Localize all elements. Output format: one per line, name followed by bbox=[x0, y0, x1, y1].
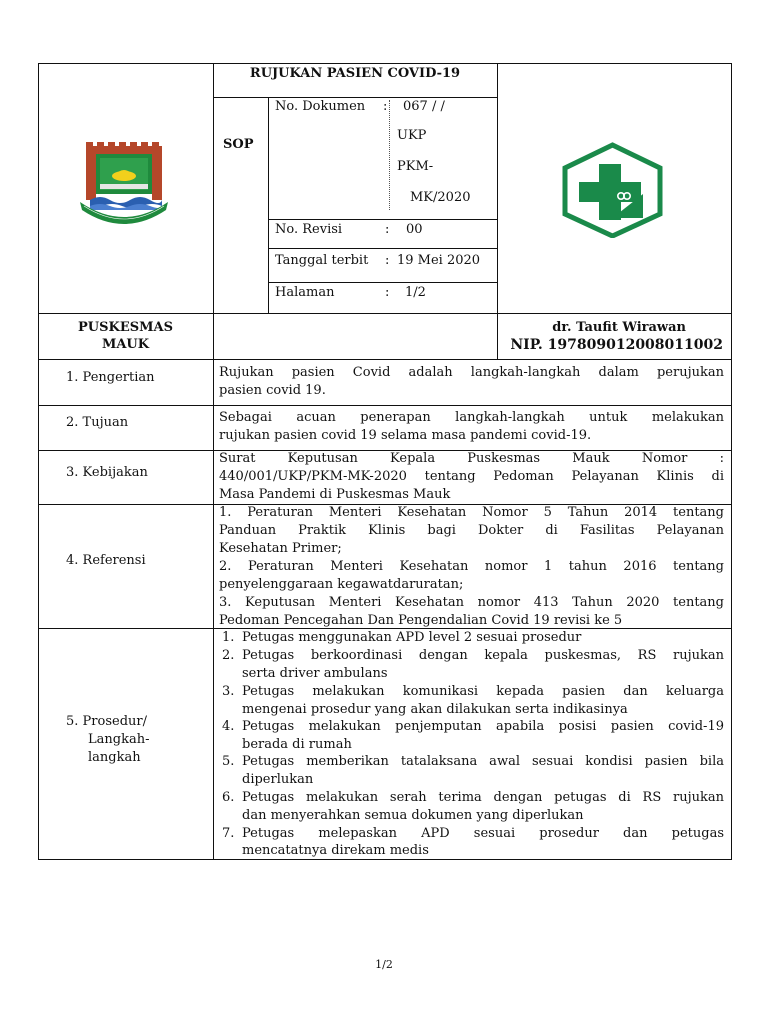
list-item: Petugas berkoordinasi dengan kepala puskesmas, RS rujukan bbox=[242, 648, 724, 663]
page-number: 1/2 bbox=[375, 958, 393, 971]
list-item-number: 4. bbox=[222, 719, 235, 734]
section-text-line: Pedoman Pencegahan Dan Pengendalian Covid 19 revisi ke 5 bbox=[219, 613, 623, 628]
list-item: Petugas memberikan tatalaksana awal sesuai kondisi pasien bila bbox=[242, 754, 724, 769]
list-item-number: 5. bbox=[222, 754, 235, 769]
doc-number-value-line: UKP bbox=[397, 128, 427, 143]
list-item-number: 2. bbox=[222, 648, 235, 663]
list-item: serta driver ambulans bbox=[242, 666, 388, 681]
section-label-referensi: 4. Referensi bbox=[66, 553, 146, 568]
sop-label: SOP bbox=[223, 137, 254, 152]
header-right-divider bbox=[497, 63, 498, 359]
section-label-prosedur: langkah bbox=[88, 750, 141, 765]
column-divider bbox=[213, 63, 214, 860]
list-item: Petugas melakukan komunikasi kepada pasien dan keluarga bbox=[242, 684, 724, 699]
section-line bbox=[38, 405, 732, 406]
list-item: Petugas melakukan serah terima dengan petugas di RS rujukan bbox=[242, 790, 724, 805]
regency-emblem-icon bbox=[76, 140, 172, 226]
doc-number-value-line: 067 / / bbox=[403, 99, 445, 114]
revision-label: No. Revisi bbox=[275, 222, 343, 237]
issue-date-value: 19 Mei 2020 bbox=[397, 253, 481, 268]
revision-value: 00 bbox=[406, 222, 423, 237]
list-item: Petugas melakukan penjemputan apabila posisi pasien covid-19 bbox=[242, 719, 724, 734]
section-label-tujuan: 2. Tujuan bbox=[66, 415, 129, 430]
table-border-left bbox=[38, 63, 39, 860]
list-item-number: 3. bbox=[222, 684, 235, 699]
list-item-number: 7. bbox=[222, 826, 235, 841]
list-item-number: 1. bbox=[222, 630, 235, 645]
list-item: Petugas menggunakan APD level 2 sesuai prosedur bbox=[242, 630, 582, 645]
table-border-top bbox=[38, 63, 732, 64]
doc-number-separator bbox=[389, 100, 390, 210]
header-bottom-line bbox=[38, 313, 732, 314]
section-text-line: Panduan Praktik Klinis bagi Dokter di Fasilitas Pelayanan bbox=[219, 523, 724, 538]
doc-number-label: No. Dokumen bbox=[275, 99, 366, 114]
doc-number-value-line: MK/2020 bbox=[410, 190, 471, 205]
section-text-line: 440/001/UKP/PKM-MK-2020 tentang Pedoman Pelayanan Klinis di bbox=[219, 469, 724, 484]
section-text-line: penyelenggaraan kegawatdaruratan; bbox=[219, 577, 464, 592]
list-item: mencatatnya direkam medis bbox=[242, 843, 429, 858]
section-text-line: Rujukan pasien Covid adalah langkah-langkah dalam perujukan bbox=[219, 365, 724, 380]
puskesmas-logo-icon bbox=[561, 142, 664, 238]
section-text-line: pasien covid 19. bbox=[219, 383, 326, 398]
section-text-line: Masa Pandemi di Puskesmas Mauk bbox=[219, 487, 451, 502]
section-text-line: 2. Peraturan Menteri Kesehatan nomor 1 tahun 2016 tentang bbox=[219, 559, 724, 574]
section-label-prosedur: Langkah- bbox=[88, 732, 150, 747]
org-name-line2: MAUK bbox=[101, 337, 150, 352]
org-row-bottom-line bbox=[38, 359, 732, 360]
page-colon: : bbox=[385, 285, 390, 300]
revision-colon: : bbox=[385, 222, 390, 237]
signer-name: dr. Taufit Wirawan bbox=[552, 320, 686, 335]
sop-divider bbox=[268, 97, 269, 313]
section-text-line: 3. Keputusan Menteri Kesehatan nomor 413 Tahun 2020 tentang bbox=[219, 595, 724, 610]
section-text-line: Surat Keputusan Kepala Puskesmas Mauk Nomor : bbox=[219, 451, 724, 466]
section-text-line: Kesehatan Primer; bbox=[219, 541, 342, 556]
list-item-number: 6. bbox=[222, 790, 235, 805]
section-label-kebijakan: 3. Kebijakan bbox=[66, 465, 148, 480]
list-item: mengenai prosedur yang akan dilakukan serta indikasinya bbox=[242, 702, 628, 717]
org-name-line1: PUSKESMAS bbox=[78, 320, 173, 335]
signer-nip: NIP. 197809012008011002 bbox=[510, 337, 723, 353]
issue-date-colon: : bbox=[385, 253, 390, 268]
issue-date-label: Tanggal terbit bbox=[275, 253, 369, 268]
list-item: dan menyerahkan semua dokumen yang diperlukan bbox=[242, 808, 584, 823]
row-line bbox=[268, 282, 497, 283]
list-item: Petugas melepaskan APD sesuai prosedur dan petugas bbox=[242, 826, 724, 841]
title-underline bbox=[213, 97, 497, 98]
page-value: 1/2 bbox=[405, 285, 426, 300]
doc-number-colon: : bbox=[383, 99, 388, 114]
list-item: diperlukan bbox=[242, 772, 314, 787]
section-label-pengertian: 1. Pengertian bbox=[66, 370, 155, 385]
page-label: Halaman bbox=[275, 285, 335, 300]
section-text-line: 1. Peraturan Menteri Kesehatan Nomor 5 Tahun 2014 tentang bbox=[219, 505, 724, 520]
document-title: RUJUKAN PASIEN COVID-19 bbox=[249, 66, 461, 81]
section-label-prosedur: 5. Prosedur/ bbox=[66, 714, 147, 729]
list-item: berada di rumah bbox=[242, 737, 352, 752]
table-border-right bbox=[731, 63, 732, 860]
doc-number-value-line: PKM- bbox=[397, 159, 434, 174]
section-text-line: Sebagai acuan penerapan langkah-langkah untuk melakukan bbox=[219, 410, 724, 425]
row-line bbox=[268, 219, 497, 220]
section-text-line: rujukan pasien covid 19 selama masa pandemi covid-19. bbox=[219, 428, 592, 443]
row-line bbox=[268, 248, 497, 249]
